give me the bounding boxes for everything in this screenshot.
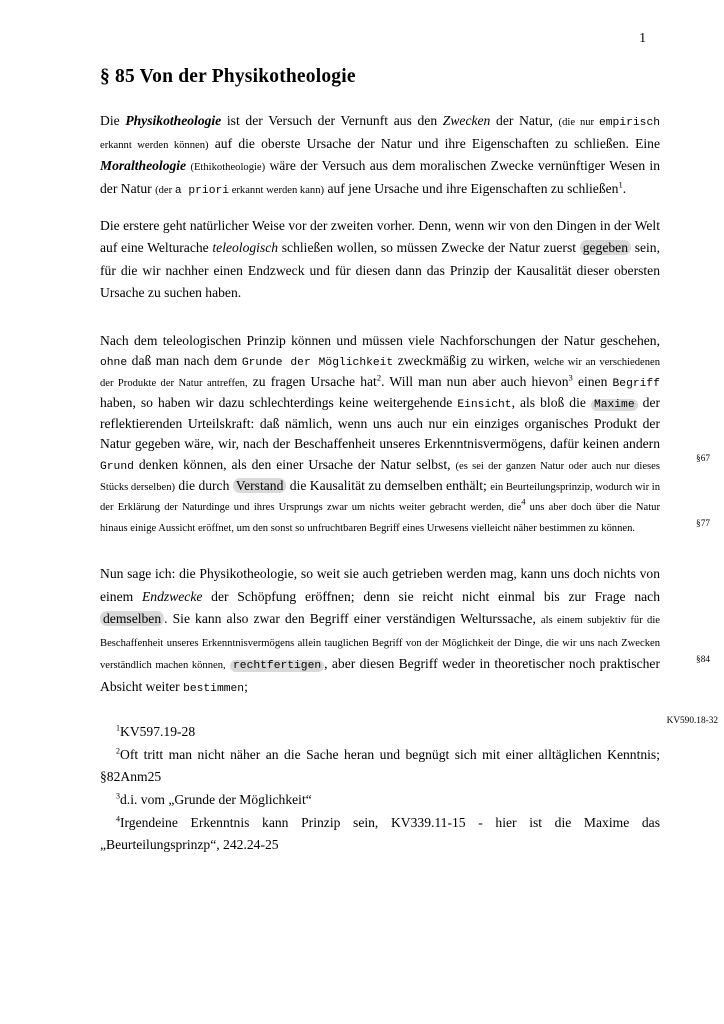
term-physikotheologie: Physikotheologie [125, 113, 222, 128]
text-fragment: der Schöpfung eröffnen; denn sie reicht nicht einmal bis zur Frage nach [202, 588, 660, 604]
footnotes-section [100, 721, 660, 856]
text-fragment: . Sie kann also zwar den Begriff einer verständigen Welturssache, [164, 611, 541, 627]
small-es-sei-der-ganzen-natur: (es sei der ganzen Natur oder auch nur dieses Stücks derselben) [100, 460, 660, 493]
text-fragment: daß man nach dem [127, 353, 242, 369]
paragraph-2 [100, 215, 660, 305]
highlight-rechtfertigen: rechtfertigen [230, 660, 324, 672]
text-fragment: einen [572, 374, 613, 390]
paren-empirisch-open: (die nur [558, 117, 599, 128]
paragraph-1 [100, 110, 660, 201]
paren-apriori-close: erkannt werden kann) [229, 184, 325, 196]
text-fragment: , als bloß die [511, 395, 591, 411]
term-moraltheologie: Moraltheologie [100, 158, 187, 174]
highlight-maxime: Maxime [591, 399, 638, 411]
text-fragment: . [622, 180, 627, 196]
footnote-marker: 3 [116, 791, 120, 801]
text-fragment: schließen wollen, so müssen Zwecke der Natur zuerst [278, 240, 580, 256]
text-fragment: , aber diesen Begriff weder in theoretischer noch praktischer Absicht weiter [100, 656, 660, 694]
paren-ethikotheologie: (Ethikotheologie) [190, 162, 266, 174]
term-zwecken: Zwecken [442, 113, 491, 128]
text-fragment: zu fragen Ursache hat [247, 374, 377, 390]
footnote-text: Oft tritt man nicht näher an die Sache heran und begnügt sich mit einer alltäglichen Kenntnis; §82Anm25 [100, 746, 660, 784]
text-fragment: haben, so haben wir dazu schlechterdings keine weitergehende [100, 395, 458, 411]
text-fragment: ; [244, 678, 248, 694]
text-fragment: . Will man nun aber auch hievon [381, 374, 569, 390]
text-fragment: Nun sage ich: die Physikotheologie, so weit sie auch getrieben werden mag, kann uns doch nichts von einem [100, 565, 660, 604]
small-welche-wir: welche wir an verschiedenen der Produkte der Natur antreffen, [100, 357, 660, 390]
text-fragment: Nach dem teleologischen Prinzip können und müssen viele Nachforschungen der Natur geschehen, [100, 332, 660, 348]
footnote-text: KV597.19-28 [120, 723, 196, 739]
text-fragment: ist der Versuch der Vernunft aus den [221, 113, 443, 128]
footnote-item [100, 744, 660, 788]
highlight-gegeben: gegeben [580, 240, 631, 255]
small-uns-aber-doch: uns aber doch über die Natur hinaus einige Aussicht eröffnet, um den sonst so unfruchtbaren Begriff eines Urwesens vielleicht näher bestimmen zu können. [100, 502, 660, 534]
small-beschaffenheit: als einem subjektiv für die Beschaffenheit unseres Erkenntnisvermögens allein tauglichen Begriff von der Möglichkeit der Dinge, die wir uns nach Zwecken verständlich machen können, [100, 615, 661, 672]
margin-note-67: §67 [696, 454, 710, 464]
footnote-text: d.i. vom „Grunde der Möglichkeit“ [120, 791, 312, 807]
mono-begriff: Begriff [612, 378, 660, 391]
mono-ohne: ohne [100, 357, 128, 370]
paragraph-4 [100, 563, 660, 699]
mono-grunde-der-moeglichkeit: Grunde der Möglichkeit [241, 357, 394, 370]
text-fragment: denken können, als den einer Ursache der Natur selbst, [133, 456, 456, 472]
text-fragment: wäre der Versuch aus dem moralischen Zwecke vernünftiger Wesen in der Natur [100, 158, 661, 196]
paren-empirisch-close: erkannt werden können) [100, 139, 209, 151]
margin-note-77: §77 [696, 519, 710, 529]
text-fragment: der Natur, [490, 113, 559, 128]
footnote-item [100, 789, 660, 811]
text-fragment: sein, für die wir nachher einen Endzweck und für diesen dann das Prinzip der Kausalität dieser obersten Ursache zu suchen haben. [100, 240, 660, 301]
text-fragment: zweckmäßig zu wirken, [393, 353, 534, 369]
margin-note-kv590: KV590.18-32 [666, 716, 718, 726]
text-fragment: auf die oberste Ursache der Natur und ihre Eigenschaften zu schließen. Eine [208, 135, 661, 151]
margin-note-84: §84 [696, 655, 710, 665]
mono-a-priori: a priori [174, 184, 230, 197]
paren-apriori-open: (der [155, 184, 175, 196]
mono-empirisch: empirisch [599, 117, 661, 129]
paragraph-3 [100, 331, 660, 537]
text-fragment: Die [100, 113, 126, 128]
mono-einsicht: Einsicht [457, 399, 512, 412]
term-endzwecke: Endzwecke [142, 588, 203, 604]
footnote-ref-3[interactable]: 3 [568, 372, 573, 383]
footnote-marker: 2 [116, 746, 120, 756]
text-fragment: die Kausalität zu demselben enthält; [286, 477, 491, 493]
text-fragment: Die erstere geht natürlicher Weise vor der zweiten vorher. Denn, wenn wir von den Dingen in der Welt auf eine Welturache [100, 217, 660, 256]
small-beurteilungsprinzip: ein Beurteilungsprinzip, wodurch wir in der Erklärung der Naturdinge und ihres Ursprungs zwar um nichts weiter gebracht werden, die [100, 481, 660, 514]
highlight-demselben: demselben [100, 611, 164, 626]
footnote-marker: 1 [116, 723, 120, 733]
page-title: § 85 Von der Physikotheologie [100, 66, 356, 87]
footnote-ref-4[interactable]: 4 [521, 496, 526, 507]
footnote-text: Irgendeine Erkenntnis kann Prinzip sein, KV339.11-15 - hier ist die Maxime das „Beurteilungsprinzp“, 242.24-25 [100, 814, 660, 852]
footnote-ref-1[interactable]: 1 [618, 179, 623, 190]
footnote-item [100, 721, 660, 743]
text-fragment: der reflektierenden Urteilskraft: daß nämlich, wenn uns auch nur ein einziges organisches Produkt der Natur gegeben wäre, wir, nach der Beschaffenheit unseres Erkenntnisvermögens, dafür keinen andern [100, 395, 661, 452]
text-fragment: die durch [175, 477, 233, 493]
mono-bestimmen: bestimmen [183, 682, 245, 695]
mono-grund: Grund [100, 460, 134, 473]
footnote-marker: 4 [116, 814, 120, 824]
footnote-item [100, 812, 660, 856]
page-number: 1 [639, 30, 646, 45]
text-fragment: auf jene Ursache und ihre Eigenschaften zu schließen [324, 180, 619, 196]
term-teleologisch: teleologisch [212, 240, 279, 256]
highlight-verstand: Verstand [233, 478, 287, 493]
footnote-ref-2[interactable]: 2 [376, 372, 382, 383]
